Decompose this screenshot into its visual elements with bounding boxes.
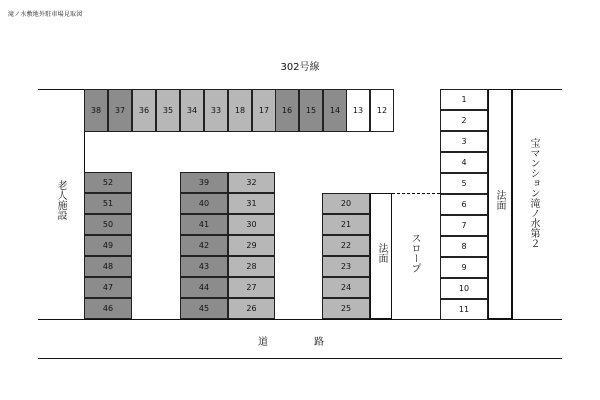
parking-space-46: 46 [84,298,132,319]
parking-space-41: 41 [180,214,228,235]
top-road-label: 302号線 [280,62,320,73]
parking-space-33: 33 [204,89,228,132]
map-title: 滝ノ水敷地外駐車場見取図 [8,11,83,18]
parking-space-13: 13 [346,89,370,132]
parking-space-21: 21 [322,214,370,235]
parking-space-43: 43 [180,256,228,277]
parking-space-45: 45 [180,298,228,319]
parking-space-27: 27 [228,277,275,298]
parking-space-25: 25 [322,298,370,319]
right-building-edge [512,89,513,320]
slope-label-right: 法面 [494,190,505,210]
parking-space-2: 2 [440,110,488,131]
parking-space-6: 6 [440,194,488,215]
parking-space-34: 34 [180,89,204,132]
parking-space-22: 22 [322,235,370,256]
parking-space-15: 15 [299,89,323,132]
parking-space-4: 4 [440,152,488,173]
parking-space-3: 3 [440,131,488,152]
parking-space-44: 44 [180,277,228,298]
parking-space-16: 16 [275,89,299,132]
parking-space-14: 14 [323,89,347,132]
boundary-dashed-line [392,193,440,194]
parking-space-47: 47 [84,277,132,298]
parking-space-23: 23 [322,256,370,277]
parking-space-49: 49 [84,235,132,256]
parking-space-11: 11 [440,299,488,320]
parking-space-12: 12 [370,89,394,132]
bottom-road-label: 道 路 [258,337,342,348]
slope-label-center: 法面 [376,243,387,263]
parking-space-9: 9 [440,257,488,278]
parking-space-32: 32 [228,172,275,193]
parking-space-24: 24 [322,277,370,298]
parking-space-20: 20 [322,193,370,214]
right-building-label: 宝マンション滝ノ水第２ [528,138,539,248]
parking-space-1: 1 [440,89,488,110]
parking-space-18: 18 [228,89,252,132]
parking-space-48: 48 [84,256,132,277]
parking-space-37: 37 [108,89,132,132]
parking-space-30: 30 [228,214,275,235]
parking-space-35: 35 [156,89,180,132]
parking-space-50: 50 [84,214,132,235]
parking-space-42: 42 [180,235,228,256]
parking-space-28: 28 [228,256,275,277]
parking-space-31: 31 [228,193,275,214]
parking-space-39: 39 [180,172,228,193]
road-lower-line [38,358,562,359]
parking-space-8: 8 [440,236,488,257]
left-building-label: 老人施設 [55,180,66,220]
ramp-label: スロープ [409,233,420,273]
parking-space-10: 10 [440,278,488,299]
parking-space-38: 38 [84,89,108,132]
parking-space-5: 5 [440,173,488,194]
parking-space-40: 40 [180,193,228,214]
parking-space-26: 26 [228,298,275,319]
parking-space-7: 7 [440,215,488,236]
parking-space-52: 52 [84,172,132,193]
parking-space-17: 17 [252,89,276,132]
parking-space-29: 29 [228,235,275,256]
parking-space-51: 51 [84,193,132,214]
parking-space-36: 36 [132,89,156,132]
